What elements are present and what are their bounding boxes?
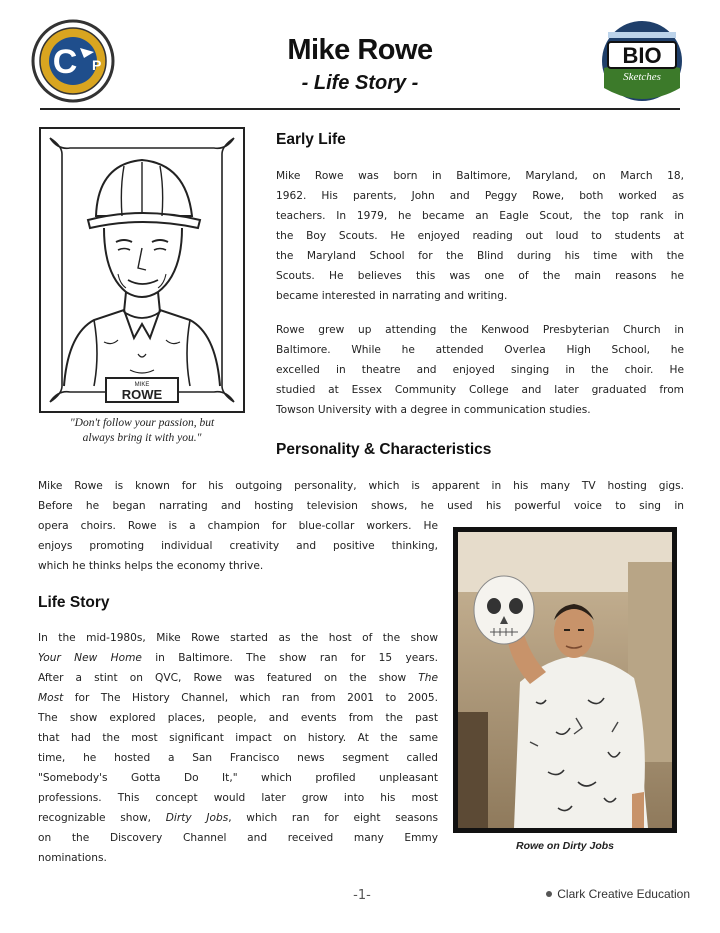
photo-caption: Rowe on Dirty Jobs bbox=[515, 840, 614, 852]
text-line: that had the most significant impact on history. At the same bbox=[38, 732, 438, 744]
text-line: The show explored places, people, and events from the past bbox=[38, 712, 438, 724]
text-line: Baltimore. While he attended Overlea High School, he bbox=[276, 344, 684, 356]
text-line: Rowe grew up attending the Kenwood Presbyterian Church in bbox=[276, 324, 684, 336]
text-line: Mike Rowe is known for his outgoing personality, which is apparent in his many TV hosting gigs. bbox=[38, 480, 684, 492]
text-line bbox=[38, 808, 438, 828]
text-line: on the Discovery Channel and received many Emmy bbox=[38, 832, 438, 844]
text-line: enjoys promoting individual creativity and positive thinking, bbox=[38, 540, 438, 552]
svg-text:C: C bbox=[52, 43, 78, 81]
portrait-caption-line: always bring it with you." bbox=[82, 432, 202, 444]
text-line: which he thinks helps the economy thrive. bbox=[38, 560, 264, 572]
text-line: professions. This concept would later grow into his most bbox=[38, 792, 438, 804]
text-run: in Baltimore. The show ran for 15 years. bbox=[141, 652, 438, 664]
text-line: became interested in narrating and writing. bbox=[276, 290, 508, 302]
svg-text:P: P bbox=[92, 57, 102, 73]
text-line: Towson University with a degree in communication studies. bbox=[276, 404, 591, 416]
text-line: teachers. In 1979, he became an Eagle Scout, the top rank in bbox=[276, 210, 684, 222]
clark-creative-logo-icon bbox=[30, 18, 116, 104]
header-divider bbox=[40, 108, 680, 110]
text-line: opera choirs. Rowe is a champion for blue-collar workers. He bbox=[38, 520, 438, 532]
early-life-paragraph-1 bbox=[276, 166, 684, 306]
text-line bbox=[38, 688, 438, 708]
show-title: Dirty Jobs bbox=[165, 812, 229, 824]
bullet-icon bbox=[546, 891, 552, 897]
page-subtitle: - Life Story - bbox=[301, 72, 419, 94]
photo-image bbox=[458, 532, 672, 828]
text-line: Scouts. He believes this was one of the main reasons he bbox=[276, 270, 684, 282]
text-line: excelled in theatre and enjoyed singing in the choir. He bbox=[276, 364, 684, 376]
svg-text:BIO: BIO bbox=[622, 43, 662, 68]
text-line: 1962. His parents, John and Peggy Rowe, both worked as bbox=[276, 190, 684, 202]
bio-sketches-logo-icon bbox=[594, 18, 690, 104]
text-run: After a stint on QVC, Rowe was featured on the show bbox=[38, 672, 419, 684]
early-life-heading: Early Life bbox=[276, 131, 346, 148]
text-line: the Maryland School for the Blind during his time with the bbox=[276, 250, 684, 262]
early-life-paragraph-2 bbox=[276, 320, 684, 420]
text-line: In the mid-1980s, Mike Rowe started as the host of the show bbox=[38, 632, 438, 644]
dirty-jobs-photo bbox=[453, 527, 677, 833]
text-run: for The History Channel, which ran from 2001 to 2005. bbox=[63, 692, 438, 704]
text-run: recognizable show, bbox=[38, 812, 166, 824]
text-line: Before he began narrating and hosting television shows, he used his powerful voice to sing in bbox=[38, 500, 684, 512]
show-title: Most bbox=[38, 692, 64, 704]
name-tag-small: MIKE bbox=[134, 382, 150, 388]
footer-credit bbox=[510, 887, 690, 901]
show-title: The bbox=[418, 672, 438, 684]
page-number: -1- bbox=[353, 888, 371, 903]
page-title: Mike Rowe bbox=[287, 34, 433, 66]
life-story-paragraph bbox=[38, 628, 438, 868]
text-line: time, he hosted a San Francisco news segment called bbox=[38, 752, 438, 764]
personality-heading: Personality & Characteristics bbox=[276, 441, 492, 458]
name-tag: ROWE bbox=[121, 387, 163, 402]
footer-credit-text: Clark Creative Education bbox=[557, 887, 690, 901]
text-run: , which ran for eight seasons bbox=[228, 812, 438, 824]
text-line: studied at Essex Community College and later graduated from bbox=[276, 384, 684, 396]
text-line bbox=[38, 668, 438, 688]
personality-paragraph-wide bbox=[38, 476, 684, 516]
text-line: "Somebody's Gotta Do It," which profiled unpleasant bbox=[38, 772, 438, 784]
clark-creative-logo bbox=[30, 18, 116, 104]
personality-paragraph-narrow bbox=[38, 516, 438, 576]
portrait-caption-line: "Don't follow your passion, but bbox=[69, 417, 215, 429]
svg-text:Sketches: Sketches bbox=[623, 71, 661, 83]
text-line: the Boy Scouts. He enjoyed reading out loud to students at bbox=[276, 230, 684, 242]
portrait-illustration bbox=[34, 124, 250, 416]
text-line bbox=[38, 648, 438, 668]
bio-sketches-logo bbox=[594, 18, 690, 104]
life-story-heading: Life Story bbox=[38, 594, 110, 611]
text-line: Mike Rowe was born in Baltimore, Maryland, on March 18, bbox=[276, 170, 684, 182]
portrait-caption bbox=[34, 416, 250, 446]
text-line: nominations. bbox=[38, 852, 107, 864]
show-title: Your New Home bbox=[38, 652, 142, 664]
